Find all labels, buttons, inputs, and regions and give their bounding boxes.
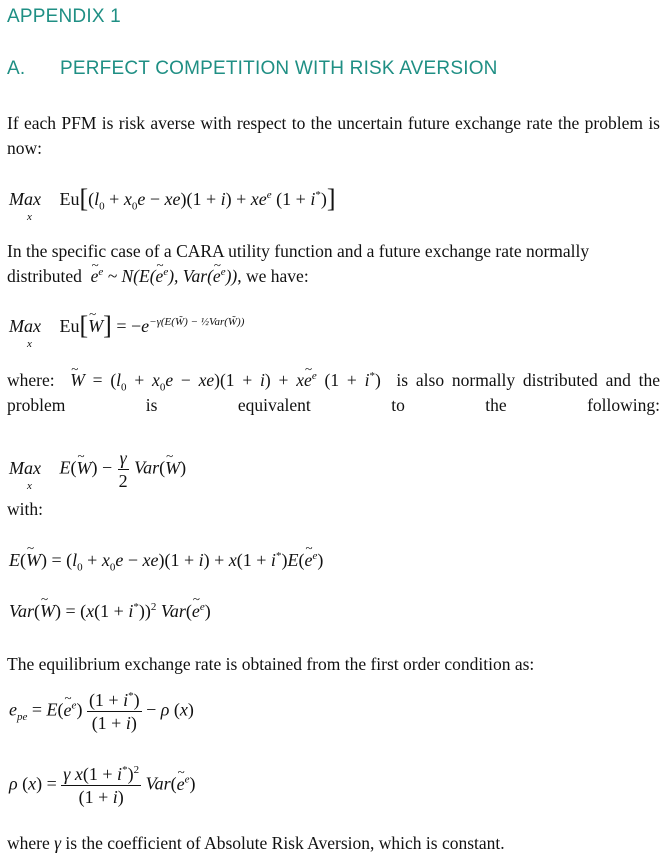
paragraph-with: with: (7, 499, 43, 519)
section-title: PERFECT COMPETITION WITH RISK AVERSION (60, 58, 498, 79)
section-number: A. (7, 58, 26, 79)
equation-max-expected-utility: Max x $Eu[(l_0 + x_0e - xe)(1 + i) + xe^e$ (1 + i*)] (9, 184, 336, 223)
math-wealth-definition: ~ $W = (l_0 + x_0e - xe)(1 + i)$ + x~ $e^e$ (1 + i*) (62, 370, 388, 390)
equation-risk-premium: ρ (x) = $\frac{\gamma x(1 + i^*)^2}{(1 + i)}$ Var(~ $e^e$) (9, 763, 195, 808)
paragraph-gamma: where γ is the coefficient of Absolute Risk Aversion, which is constant. (7, 833, 505, 853)
math-normal-dist: ~ $e^e$ ~ N(E(~ $e^e$), Var(~ $e^e$)) (86, 266, 237, 286)
section-heading (7, 58, 498, 80)
equation-cara-utility: Max x Eu[~ $W] = -e^{-\gamma(E(W̃) - \frac{1}{2}Var(W̃))}$ (9, 315, 244, 337)
paragraph-intro: If each PFM is risk averse with respect to the uncertain future exchange rate the problem is now: (7, 113, 660, 158)
equation-variance-wealth: Var(~ $W) = (x(1 + i^*))^2$ Var(~ $e^e$) (9, 600, 211, 622)
equation-expected-wealth: E(~ $W) = (l_0 + x_0e - xe)(1 + i) + x(1$ + i*)E(~ $e^e$) (9, 549, 323, 571)
appendix-title: APPENDIX 1 (7, 6, 121, 27)
equation-equilibrium-rate: $e_{pe}$ = E(~ $e^e$) $\frac{(1 + i^*)}{(1 + i)}$ − ρ (x) (9, 689, 194, 734)
equation-mean-variance: Max x E(~ W) − $\frac{\gamma}{2}$ Var(~ W) (9, 447, 186, 492)
paragraph-wealth: where: ~ $W = (l_0 + x_0e - xe)(1 + i)$ + x~ $e^e$ (1 + i*) is also normally distributed and the problem is equivalent to the following: (7, 368, 660, 418)
paragraph-cara: In the specific case of a CARA utility function and a future exchange rate normally distributed ~ $e^e$ ~ N(E(~ $e^e$), Var(~ $e^e$)), we have: (7, 239, 660, 289)
paragraph-equilibrium: The equilibrium exchange rate is obtained from the first order condition as: (7, 654, 535, 674)
